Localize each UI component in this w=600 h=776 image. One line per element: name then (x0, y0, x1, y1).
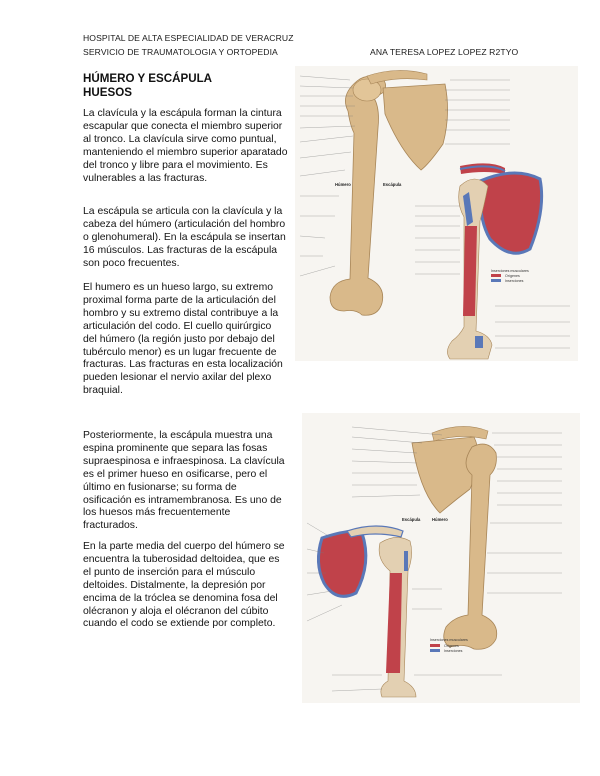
legend-muscle-attachments (491, 269, 529, 283)
legend-insertion-swatch (491, 279, 501, 282)
paragraph-humerus: El humero es un hueso largo, su extremo proximal forma parte de la articulación del hombro y su extremo distal contribuye a la articulación del codo. El cuello quirúrgico del húmero (la región justo por debajo del tubérculo menor) es un lugar frecuente de fracturas. Las fracturas en esta localización pueden lesionar el nervio axilar del plexo braquial. (83, 282, 283, 397)
paragraph-posterior-scapula: Posteriormente, la escápula muestra una espina prominente que separa las fosas supraespinosa e infraespinosa. La clavícula es el primer hueso en osificarse, pero el último en fusionarse; su forma de osificación es intramembranosa. Es uno de los huesos más frecuentemente fracturados. (83, 430, 285, 532)
paragraph-scapula: La escápula se articula con la clavícula y la cabeza del húmero (articulación del hombro o glenohumeral). En la escápula se insertan 16 músculos. Las fracturas de la escápula son poco frecuentes. (83, 206, 286, 269)
caption-scapula: Escápula (383, 182, 402, 187)
muscle-attachment-diagram (447, 163, 541, 359)
document-title (83, 72, 212, 100)
muscle-attachment-diagram (318, 526, 416, 697)
title-line-2: HUESOS (83, 86, 132, 99)
figure-anterior-humerus-scapula (295, 66, 578, 361)
anatomy-illustration-anterior (295, 66, 578, 361)
legend-origin-label: Orígenes (444, 644, 459, 648)
legend-insertion-label: Inserciones (505, 279, 524, 283)
caption-humerus: Húmero (432, 517, 448, 522)
figure-posterior-humerus-scapula (302, 413, 580, 703)
humerus-bone-icon (330, 76, 386, 315)
scapula-bone-icon (412, 437, 478, 513)
legend-insertion-label: Inserciones (444, 649, 463, 653)
caption-humerus: Húmero (335, 182, 351, 187)
legend-title: Inserciones musculares (491, 269, 529, 273)
legend-insertion-swatch (430, 649, 440, 652)
paragraph-deltoid-tuberosity: En la parte media del cuerpo del húmero se encuentra la tuberosidad deltoidea, que es el punto de inserción para el músculo deltoides. Distalmente, la depresión por encima de la tróclea se denomina fosa del olécranon y aloja el olécranon del cúbito cuando el codo se extiende por completo. (83, 541, 285, 630)
legend-origin-swatch (491, 274, 501, 277)
scapula-bone-icon (383, 84, 448, 170)
legend-origin-swatch (430, 644, 440, 647)
clavicle-bone-icon (367, 70, 427, 84)
header-author: ANA TERESA LOPEZ LOPEZ R2TYO (370, 47, 519, 57)
caption-scapula: Escápula (402, 517, 421, 522)
legend-title: Inserciones musculares (430, 638, 468, 642)
legend-origin-label: Orígenes (505, 274, 520, 278)
header-hospital: HOSPITAL DE ALTA ESPECIALIDAD DE VERACRUZ (83, 33, 294, 43)
header-service: SERVICIO DE TRAUMATOLOGIA Y ORTOPEDIA (83, 47, 278, 57)
paragraph-clavicle: La clavícula y la escápula forman la cintura escapular que conecta el miembro superior al tronco. La clavícula sirve como puntual, manteniendo el miembro superior aparatado del tronco y libre para el movimiento. Es vulnerables a las fracturas. (83, 108, 288, 184)
title-line-1: HÚMERO Y ESCÁPULA (83, 72, 213, 85)
anatomy-illustration-posterior (302, 413, 580, 703)
